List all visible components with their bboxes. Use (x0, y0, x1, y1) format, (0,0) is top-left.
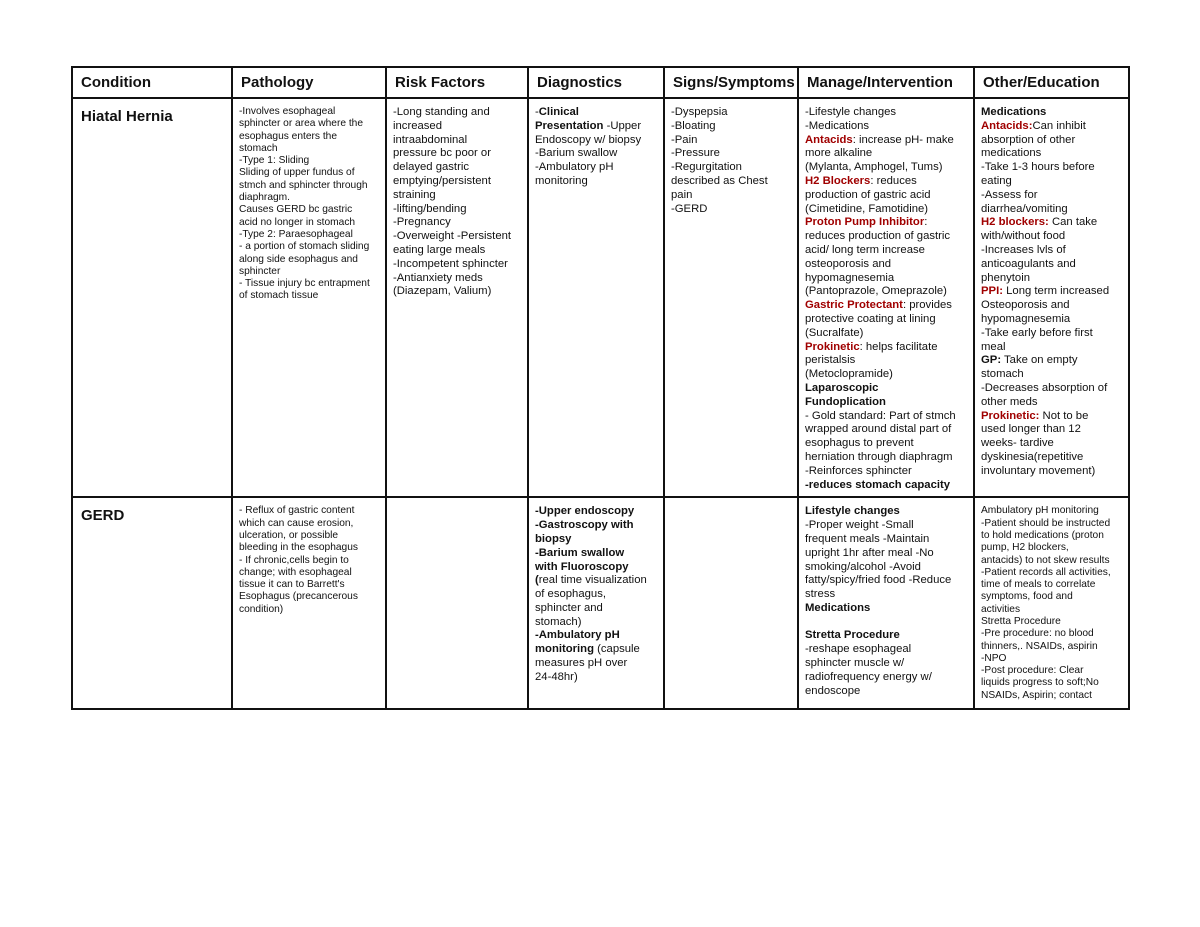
diagnostics-text (529, 498, 663, 688)
antacids-edu-text: Can inhibit absorption of other medications -Take 1-3 hours before eating -Assess for diarrhea/vomiting (981, 119, 1095, 215)
fundoplication-text: - Gold standard: Part of stmch wrapped around distal part of esophagus to prevent herniation through diaphragm -Reinforces sphincter (805, 409, 956, 477)
header-row (72, 67, 1129, 98)
condition-name: Hiatal Hernia (81, 108, 173, 125)
diagnostics-bold-list: -Upper endoscopy -Gastroscopy with biopsy -Barium swallow with Fluoroscopy ( (535, 505, 635, 587)
header-manage-intervention: Manage/Intervention (798, 67, 974, 98)
manage-intervention-cell (798, 497, 974, 709)
h2-blockers-edu-text: Can take with/without food -Increases lvls of anticoagulants and phenytoin (981, 216, 1098, 284)
prokinetic-edu-label: Prokinetic: (981, 409, 1040, 422)
pathology-cell (232, 497, 386, 709)
header-pathology: Pathology (232, 67, 386, 98)
gastric-protectant-text: : provides protective coating at lining (Sucralfate) (805, 299, 952, 339)
other-education-text: Ambulatory pH monitoring -Patient should be instructed to hold medications (proton pump, H2 blockers, antacids) to not skew results -Patient records all activities, time of meals to correlate symptoms, food and activities Stretta Procedure -Pre procedure: no blood thinners,. NSAIDs, aspirin -NPO -Post procedure: Clear liquids progress to soft;No NSAIDs, Aspirin; contact (981, 505, 1111, 701)
diagnostics-cell (528, 497, 664, 709)
condition-table (71, 66, 1130, 710)
medications-heading: Medications (981, 106, 1047, 118)
risk-factors-cell (386, 497, 528, 709)
diagnostics-cell (528, 98, 664, 497)
fundoplication-label: Laparoscopic Fundoplication (805, 381, 886, 408)
gastric-protectant-label: Gastric Protectant (805, 299, 903, 312)
stomach-capacity-note: -reduces stomach capacity (805, 478, 951, 491)
risk-factors-text (387, 498, 527, 509)
antacids-label: Antacids (805, 133, 853, 146)
stretta-procedure-text: -reshape esophageal sphincter muscle w/ radiofrequency energy w/ endoscope (805, 643, 932, 697)
ppi-text: : reduces production of gastric acid/ long term increase osteoporosis and hypomagnesemia (Pantoprazole, Omeprazole) (805, 216, 951, 298)
manage-intro: -Lifestyle changes -Medications (805, 106, 897, 132)
h2-blockers-edu-label: H2 blockers: (981, 216, 1049, 229)
antacids-text: : increase pH- make more alkaline (Mylanta, Amphogel, Tums) (805, 133, 954, 174)
ppi-edu-text: Long term increased Osteoporosis and hypomagnesemia -Take early before first meal (981, 285, 1110, 353)
table-row (72, 98, 1129, 497)
clinical-presentation-label: Clinical Presentation (535, 106, 604, 132)
signs-symptoms-text (665, 498, 797, 509)
ambulatory-ph-detail: (capsule measures pH over 24-48hr) (535, 643, 640, 683)
fluoroscopy-detail: real time visualization of esophagus, sphincter and stomach) (535, 574, 647, 628)
antacids-edu-label: Antacids: (981, 119, 1033, 132)
manage-intervention-text (799, 99, 973, 496)
risk-factors-cell (386, 98, 528, 497)
condition-cell (72, 98, 232, 497)
other-education-cell (974, 497, 1129, 709)
h2-blockers-text: : reduces production of gastric acid (Cimetidine, Famotidine) (805, 174, 931, 215)
diagnostics-prefix: - (535, 106, 539, 118)
header-signs-symptoms: Signs/Symptoms (664, 67, 798, 98)
lifestyle-changes-text: -Proper weight -Small frequent meals -Maintain upright 1hr after meal -No smoking/alcohol -Avoid fatty/spicy/fried food -Reduce stress (805, 519, 952, 601)
diagnostics-text (529, 99, 663, 193)
header-diagnostics: Diagnostics (528, 67, 664, 98)
condition-cell (72, 497, 232, 709)
ambulatory-ph-label: -Ambulatory pH monitoring (535, 629, 620, 656)
manage-intervention-text (799, 498, 973, 702)
gp-edu-label: GP: (981, 354, 1002, 367)
ppi-edu-label: PPI: (981, 285, 1003, 298)
prokinetic-edu-text: Not to be used longer than 12 weeks- tardive dyskinesia(repetitive involuntary movement) (981, 409, 1096, 477)
manage-intervention-cell (798, 98, 974, 497)
table-row (72, 497, 1129, 709)
gp-edu-text: Take on empty stomach -Decreases absorption of other meds (981, 354, 1108, 408)
risk-factors-text: -Long standing and increased intraabdominal pressure bc poor or delayed gastric emptying/persistent straining -lifting/bending -Pregnancy -Overweight -Persistent eating large meals -Incompetent sphincter -Antianxiety meds (Diazepam, Valium) (393, 106, 512, 298)
condition-name: GERD (81, 507, 125, 525)
pathology-cell (232, 98, 386, 497)
medications-label: Medications (805, 601, 871, 614)
ppi-label: Proton Pump Inhibitor (805, 216, 925, 229)
prokinetic-label: Prokinetic (805, 340, 860, 353)
h2-blockers-label: H2 Blockers (805, 174, 871, 187)
signs-symptoms-cell (664, 98, 798, 497)
header-condition: Condition (72, 67, 232, 98)
signs-symptoms-text: -Dyspepsia -Bloating -Pain -Pressure -Regurgitation described as Chest pain -GERD (671, 106, 768, 215)
diagnostics-list: -Upper Endoscopy w/ biopsy -Barium swallow -Ambulatory pH monitoring (535, 119, 642, 187)
other-education-cell (974, 98, 1129, 497)
signs-symptoms-cell (664, 497, 798, 709)
pathology-text: -Involves esophageal sphincter or area where the esophagus enters the stomach -Type 1: Sliding Sliding of upper fundus of stmch and sphincter through diaphragm. Causes GERD bc gastric acid no longer in stomach -Type 2: Paraesophageal - a portion of stomach sliding along side esophagus and sphincter - Tissue injury bc entrapment of stomach tissue (239, 106, 370, 302)
lifestyle-changes-label: Lifestyle changes (805, 505, 900, 518)
header-risk-factors: Risk Factors (386, 67, 528, 98)
header-other-education: Other/Education (974, 67, 1129, 98)
stretta-procedure-label: Stretta Procedure (805, 629, 900, 642)
prokinetic-text: : helps facilitate peristalsis (Metoclopramide) (805, 340, 938, 381)
pathology-text: - Reflux of gastric content which can cause erosion, ulceration, or possible bleeding in the esophagus - If chronic,cells begin to change; with esophageal tissue it can to Barrett's Esophagus (precancerous condition) (239, 505, 358, 615)
other-education-text (975, 99, 1128, 483)
